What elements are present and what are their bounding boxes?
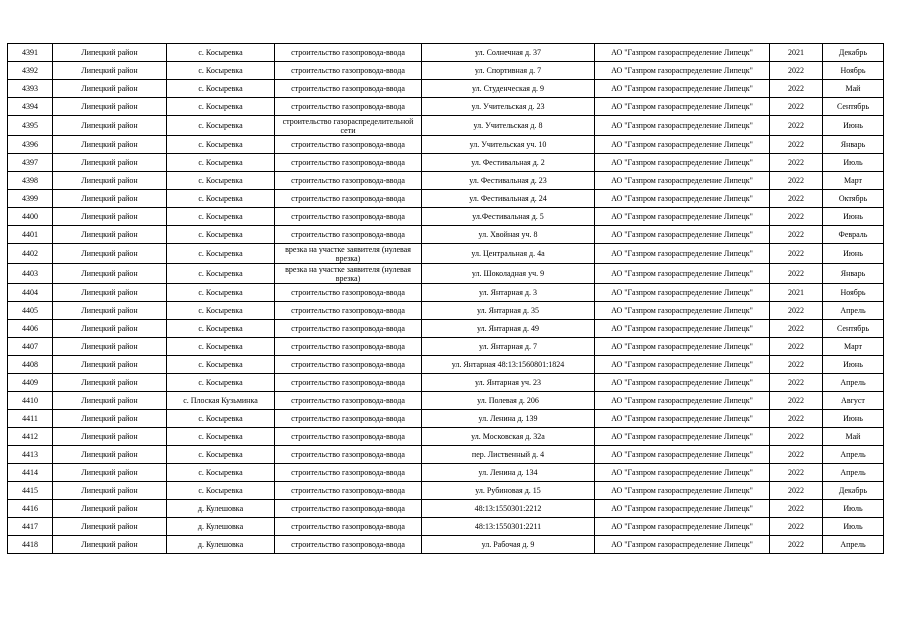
settlement-cell: с. Косыревка <box>167 172 275 190</box>
organization-cell: АО "Газпром газораспределение Липецк" <box>595 190 770 208</box>
work-type-cell: строительство газопровода-ввода <box>275 518 422 536</box>
district-cell: Липецкий район <box>53 464 167 482</box>
row-number-cell: 4410 <box>8 392 53 410</box>
year-cell: 2022 <box>770 428 823 446</box>
month-cell: Июль <box>823 518 884 536</box>
organization-cell: АО "Газпром газораспределение Липецк" <box>595 464 770 482</box>
district-cell: Липецкий район <box>53 338 167 356</box>
settlement-cell: с. Косыревка <box>167 428 275 446</box>
organization-cell: АО "Газпром газораспределение Липецк" <box>595 356 770 374</box>
settlement-cell: с. Косыревка <box>167 154 275 172</box>
address-cell: ул. Фестивальная д. 24 <box>422 190 595 208</box>
year-cell: 2022 <box>770 190 823 208</box>
year-cell: 2022 <box>770 116 823 136</box>
month-cell: Апрель <box>823 464 884 482</box>
month-cell: Декабрь <box>823 482 884 500</box>
year-cell: 2022 <box>770 154 823 172</box>
address-cell: ул. Фестивальная д. 2 <box>422 154 595 172</box>
month-cell: Март <box>823 338 884 356</box>
work-type-cell: строительство газопровода-ввода <box>275 80 422 98</box>
organization-cell: АО "Газпром газораспределение Липецк" <box>595 62 770 80</box>
year-cell: 2022 <box>770 62 823 80</box>
work-type-cell: строительство газораспределительной сети <box>275 116 422 136</box>
table-row <box>8 482 884 500</box>
organization-cell: АО "Газпром газораспределение Липецк" <box>595 244 770 264</box>
month-cell: Январь <box>823 136 884 154</box>
month-cell: Июнь <box>823 116 884 136</box>
address-cell: ул. Полевая д. 206 <box>422 392 595 410</box>
address-cell: ул. Шоколадная уч. 9 <box>422 264 595 284</box>
row-number-cell: 4394 <box>8 98 53 116</box>
work-type-cell: строительство газопровода-ввода <box>275 446 422 464</box>
month-cell: Сентябрь <box>823 98 884 116</box>
address-cell: пер. Лиственный д. 4 <box>422 446 595 464</box>
organization-cell: АО "Газпром газораспределение Липецк" <box>595 136 770 154</box>
address-cell: ул. Центральная д. 4а <box>422 244 595 264</box>
organization-cell: АО "Газпром газораспределение Липецк" <box>595 320 770 338</box>
year-cell: 2022 <box>770 98 823 116</box>
organization-cell: АО "Газпром газораспределение Липецк" <box>595 154 770 172</box>
month-cell: Июнь <box>823 244 884 264</box>
settlement-cell: с. Косыревка <box>167 244 275 264</box>
work-type-cell: строительство газопровода-ввода <box>275 62 422 80</box>
address-cell: ул. Янтарная д. 49 <box>422 320 595 338</box>
district-cell: Липецкий район <box>53 356 167 374</box>
month-cell: Январь <box>823 264 884 284</box>
year-cell: 2022 <box>770 500 823 518</box>
address-cell: 48:13:1550301:2211 <box>422 518 595 536</box>
address-cell: ул. Солнечная д. 37 <box>422 44 595 62</box>
organization-cell: АО "Газпром газораспределение Липецк" <box>595 116 770 136</box>
work-type-cell: врезка на участке заявителя (нулевая врезка) <box>275 264 422 284</box>
work-type-cell: строительство газопровода-ввода <box>275 392 422 410</box>
organization-cell: АО "Газпром газораспределение Липецк" <box>595 226 770 244</box>
address-cell: ул. Студенческая д. 9 <box>422 80 595 98</box>
address-cell: ул. Учительская д. 8 <box>422 116 595 136</box>
table-body <box>8 44 884 554</box>
work-type-cell: строительство газопровода-ввода <box>275 226 422 244</box>
month-cell: Сентябрь <box>823 320 884 338</box>
settlement-cell: с. Косыревка <box>167 482 275 500</box>
row-number-cell: 4397 <box>8 154 53 172</box>
organization-cell: АО "Газпром газораспределение Липецк" <box>595 482 770 500</box>
address-cell: ул. Рабочая д. 9 <box>422 536 595 554</box>
row-number-cell: 4391 <box>8 44 53 62</box>
work-type-cell: строительство газопровода-ввода <box>275 98 422 116</box>
organization-cell: АО "Газпром газораспределение Липецк" <box>595 446 770 464</box>
settlement-cell: д. Кулешовка <box>167 500 275 518</box>
row-number-cell: 4407 <box>8 338 53 356</box>
table-row <box>8 338 884 356</box>
address-cell: ул. Янтарная д. 3 <box>422 284 595 302</box>
row-number-cell: 4415 <box>8 482 53 500</box>
district-cell: Липецкий район <box>53 500 167 518</box>
month-cell: Апрель <box>823 446 884 464</box>
year-cell: 2022 <box>770 172 823 190</box>
work-type-cell: строительство газопровода-ввода <box>275 154 422 172</box>
month-cell: Август <box>823 392 884 410</box>
year-cell: 2022 <box>770 244 823 264</box>
settlement-cell: с. Косыревка <box>167 116 275 136</box>
table-row <box>8 500 884 518</box>
year-cell: 2022 <box>770 518 823 536</box>
month-cell: Март <box>823 172 884 190</box>
district-cell: Липецкий район <box>53 116 167 136</box>
month-cell: Ноябрь <box>823 284 884 302</box>
row-number-cell: 4413 <box>8 446 53 464</box>
district-cell: Липецкий район <box>53 264 167 284</box>
table-row <box>8 464 884 482</box>
settlement-cell: с. Косыревка <box>167 226 275 244</box>
row-number-cell: 4406 <box>8 320 53 338</box>
settlement-cell: с. Косыревка <box>167 80 275 98</box>
year-cell: 2022 <box>770 374 823 392</box>
work-type-cell: строительство газопровода-ввода <box>275 284 422 302</box>
work-type-cell: строительство газопровода-ввода <box>275 464 422 482</box>
settlement-cell: с. Плоская Кузьминка <box>167 392 275 410</box>
table-row <box>8 284 884 302</box>
table-row <box>8 172 884 190</box>
settlement-cell: с. Косыревка <box>167 136 275 154</box>
settlement-cell: с. Косыревка <box>167 208 275 226</box>
year-cell: 2022 <box>770 302 823 320</box>
district-cell: Липецкий район <box>53 136 167 154</box>
year-cell: 2022 <box>770 536 823 554</box>
row-number-cell: 4405 <box>8 302 53 320</box>
organization-cell: АО "Газпром газораспределение Липецк" <box>595 284 770 302</box>
work-type-cell: строительство газопровода-ввода <box>275 190 422 208</box>
settlement-cell: с. Косыревка <box>167 374 275 392</box>
table-row <box>8 320 884 338</box>
address-cell: ул. Московская д. 32а <box>422 428 595 446</box>
settlement-cell: с. Косыревка <box>167 264 275 284</box>
district-cell: Липецкий район <box>53 374 167 392</box>
work-type-cell: строительство газопровода-ввода <box>275 356 422 374</box>
district-cell: Липецкий район <box>53 80 167 98</box>
work-type-cell: строительство газопровода-ввода <box>275 302 422 320</box>
year-cell: 2022 <box>770 464 823 482</box>
settlement-cell: д. Кулешовка <box>167 536 275 554</box>
district-cell: Липецкий район <box>53 302 167 320</box>
settlement-cell: с. Косыревка <box>167 98 275 116</box>
address-cell: ул. Хвойная уч. 8 <box>422 226 595 244</box>
row-number-cell: 4395 <box>8 116 53 136</box>
work-type-cell: строительство газопровода-ввода <box>275 320 422 338</box>
settlement-cell: с. Косыревка <box>167 320 275 338</box>
table-row <box>8 136 884 154</box>
year-cell: 2022 <box>770 80 823 98</box>
table-row <box>8 536 884 554</box>
organization-cell: АО "Газпром газораспределение Липецк" <box>595 428 770 446</box>
row-number-cell: 4418 <box>8 536 53 554</box>
month-cell: Октябрь <box>823 190 884 208</box>
month-cell: Июль <box>823 154 884 172</box>
table-row <box>8 226 884 244</box>
address-cell: ул. Рубиновая д. 15 <box>422 482 595 500</box>
district-cell: Липецкий район <box>53 518 167 536</box>
row-number-cell: 4408 <box>8 356 53 374</box>
work-type-cell: строительство газопровода-ввода <box>275 428 422 446</box>
row-number-cell: 4396 <box>8 136 53 154</box>
year-cell: 2022 <box>770 320 823 338</box>
month-cell: Апрель <box>823 374 884 392</box>
row-number-cell: 4399 <box>8 190 53 208</box>
district-cell: Липецкий район <box>53 244 167 264</box>
row-number-cell: 4403 <box>8 264 53 284</box>
organization-cell: АО "Газпром газораспределение Липецк" <box>595 208 770 226</box>
row-number-cell: 4411 <box>8 410 53 428</box>
table-row <box>8 518 884 536</box>
address-cell: ул. Янтарная 48:13:1560801:1824 <box>422 356 595 374</box>
address-cell: ул. Ленина д. 134 <box>422 464 595 482</box>
address-cell: ул. Учительская д. 23 <box>422 98 595 116</box>
address-cell: ул. Янтарная д. 7 <box>422 338 595 356</box>
year-cell: 2022 <box>770 482 823 500</box>
table-row <box>8 244 884 264</box>
work-type-cell: строительство газопровода-ввода <box>275 44 422 62</box>
year-cell: 2022 <box>770 392 823 410</box>
table-row <box>8 62 884 80</box>
district-cell: Липецкий район <box>53 320 167 338</box>
year-cell: 2022 <box>770 338 823 356</box>
table-row <box>8 98 884 116</box>
month-cell: Декабрь <box>823 44 884 62</box>
settlement-cell: с. Косыревка <box>167 284 275 302</box>
organization-cell: АО "Газпром газораспределение Липецк" <box>595 80 770 98</box>
settlement-cell: с. Косыревка <box>167 356 275 374</box>
address-cell: ул. Ленина д. 139 <box>422 410 595 428</box>
organization-cell: АО "Газпром газораспределение Липецк" <box>595 264 770 284</box>
organization-cell: АО "Газпром газораспределение Липецк" <box>595 518 770 536</box>
row-number-cell: 4412 <box>8 428 53 446</box>
district-cell: Липецкий район <box>53 62 167 80</box>
table-row <box>8 302 884 320</box>
district-cell: Липецкий район <box>53 172 167 190</box>
month-cell: Май <box>823 428 884 446</box>
year-cell: 2022 <box>770 208 823 226</box>
table-row <box>8 44 884 62</box>
month-cell: Апрель <box>823 302 884 320</box>
table-row <box>8 374 884 392</box>
organization-cell: АО "Газпром газораспределение Липецк" <box>595 392 770 410</box>
district-cell: Липецкий район <box>53 284 167 302</box>
work-type-cell: строительство газопровода-ввода <box>275 374 422 392</box>
district-cell: Липецкий район <box>53 482 167 500</box>
year-cell: 2021 <box>770 44 823 62</box>
row-number-cell: 4400 <box>8 208 53 226</box>
organization-cell: АО "Газпром газораспределение Липецк" <box>595 172 770 190</box>
district-cell: Липецкий район <box>53 446 167 464</box>
organization-cell: АО "Газпром газораспределение Липецк" <box>595 374 770 392</box>
gasification-table <box>7 43 884 554</box>
table-row <box>8 428 884 446</box>
address-cell: ул. Учительская уч. 10 <box>422 136 595 154</box>
month-cell: Февраль <box>823 226 884 244</box>
address-cell: ул. Янтарная уч. 23 <box>422 374 595 392</box>
organization-cell: АО "Газпром газораспределение Липецк" <box>595 302 770 320</box>
organization-cell: АО "Газпром газораспределение Липецк" <box>595 536 770 554</box>
table-row <box>8 264 884 284</box>
month-cell: Июль <box>823 500 884 518</box>
row-number-cell: 4393 <box>8 80 53 98</box>
year-cell: 2022 <box>770 136 823 154</box>
work-type-cell: строительство газопровода-ввода <box>275 338 422 356</box>
address-cell: ул.Фестивальная д. 5 <box>422 208 595 226</box>
address-cell: ул. Янтарная д. 35 <box>422 302 595 320</box>
district-cell: Липецкий район <box>53 410 167 428</box>
work-type-cell: строительство газопровода-ввода <box>275 136 422 154</box>
address-cell: 48:13:1550301:2212 <box>422 500 595 518</box>
settlement-cell: с. Косыревка <box>167 446 275 464</box>
organization-cell: АО "Газпром газораспределение Липецк" <box>595 500 770 518</box>
year-cell: 2021 <box>770 284 823 302</box>
settlement-cell: с. Косыревка <box>167 302 275 320</box>
district-cell: Липецкий район <box>53 98 167 116</box>
work-type-cell: врезка на участке заявителя (нулевая врезка) <box>275 244 422 264</box>
month-cell: Май <box>823 80 884 98</box>
organization-cell: АО "Газпром газораспределение Липецк" <box>595 44 770 62</box>
row-number-cell: 4404 <box>8 284 53 302</box>
district-cell: Липецкий район <box>53 428 167 446</box>
work-type-cell: строительство газопровода-ввода <box>275 482 422 500</box>
row-number-cell: 4402 <box>8 244 53 264</box>
organization-cell: АО "Газпром газораспределение Липецк" <box>595 98 770 116</box>
settlement-cell: с. Косыревка <box>167 62 275 80</box>
work-type-cell: строительство газопровода-ввода <box>275 208 422 226</box>
address-cell: ул. Спортивная д. 7 <box>422 62 595 80</box>
table-row <box>8 392 884 410</box>
organization-cell: АО "Газпром газораспределение Липецк" <box>595 338 770 356</box>
month-cell: Ноябрь <box>823 62 884 80</box>
table-row <box>8 356 884 374</box>
row-number-cell: 4414 <box>8 464 53 482</box>
month-cell: Апрель <box>823 536 884 554</box>
row-number-cell: 4392 <box>8 62 53 80</box>
work-type-cell: строительство газопровода-ввода <box>275 410 422 428</box>
year-cell: 2022 <box>770 410 823 428</box>
district-cell: Липецкий район <box>53 392 167 410</box>
organization-cell: АО "Газпром газораспределение Липецк" <box>595 410 770 428</box>
table-row <box>8 190 884 208</box>
settlement-cell: д. Кулешовка <box>167 518 275 536</box>
district-cell: Липецкий район <box>53 226 167 244</box>
table-row <box>8 446 884 464</box>
settlement-cell: с. Косыревка <box>167 338 275 356</box>
row-number-cell: 4409 <box>8 374 53 392</box>
row-number-cell: 4417 <box>8 518 53 536</box>
table-row <box>8 116 884 136</box>
work-type-cell: строительство газопровода-ввода <box>275 172 422 190</box>
year-cell: 2022 <box>770 264 823 284</box>
row-number-cell: 4416 <box>8 500 53 518</box>
settlement-cell: с. Косыревка <box>167 190 275 208</box>
address-cell: ул. Фестивальная д. 23 <box>422 172 595 190</box>
settlement-cell: с. Косыревка <box>167 464 275 482</box>
month-cell: Июнь <box>823 410 884 428</box>
district-cell: Липецкий район <box>53 208 167 226</box>
year-cell: 2022 <box>770 226 823 244</box>
settlement-cell: с. Косыревка <box>167 44 275 62</box>
year-cell: 2022 <box>770 446 823 464</box>
district-cell: Липецкий район <box>53 154 167 172</box>
month-cell: Июнь <box>823 356 884 374</box>
district-cell: Липецкий район <box>53 536 167 554</box>
work-type-cell: строительство газопровода-ввода <box>275 536 422 554</box>
district-cell: Липецкий район <box>53 190 167 208</box>
row-number-cell: 4401 <box>8 226 53 244</box>
row-number-cell: 4398 <box>8 172 53 190</box>
work-type-cell: строительство газопровода-ввода <box>275 500 422 518</box>
district-cell: Липецкий район <box>53 44 167 62</box>
table-row <box>8 410 884 428</box>
table-row <box>8 80 884 98</box>
settlement-cell: с. Косыревка <box>167 410 275 428</box>
year-cell: 2022 <box>770 356 823 374</box>
month-cell: Июнь <box>823 208 884 226</box>
table-row <box>8 154 884 172</box>
table-row <box>8 208 884 226</box>
